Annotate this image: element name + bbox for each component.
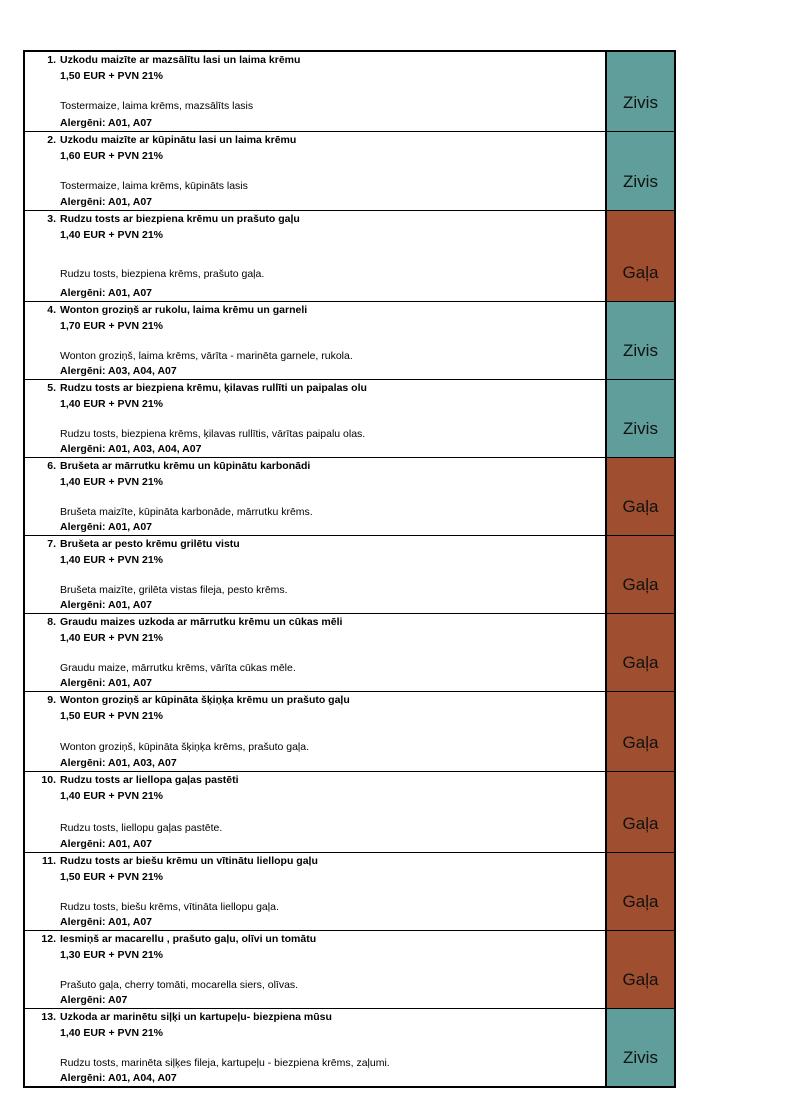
category-cell [605,52,674,131]
category-label: Gaļa [622,892,659,911]
menu-item-info [25,458,605,535]
item-description: Tostermaize, laima krēms, kūpināts lasis [60,180,248,192]
category-label: Zivis [623,419,658,438]
item-title: Brušeta ar pesto krēmu grilētu vistu [60,538,240,550]
category-cell [605,1009,674,1086]
menu-item [25,379,674,457]
menu-item-info [25,772,605,852]
menu-item-info [25,692,605,771]
item-title: Uzkoda ar marinētu siļķi un kartupeļu- biezpiena mūsu [60,1011,332,1023]
menu-item [25,457,674,535]
item-allergens: Alergēni: A01, A07 [60,117,153,129]
menu-item-info [25,132,605,210]
item-allergens: Alergēni: A03, A04, A07 [60,365,177,377]
menu-item-info [25,380,605,457]
menu-item [25,852,674,930]
item-title: Uzkodu maizīte ar mazsālītu lasi un laima krēmu [60,54,301,66]
item-title: Rudzu tosts ar biešu krēmu un vītinātu liellopu gaļu [60,855,318,867]
menu-item [25,613,674,691]
item-price: 1,50 EUR + PVN 21% [60,70,164,82]
item-allergens: Alergēni: A01, A03, A07 [60,757,177,769]
item-description: Brušeta maizīte, grilēta vistas fileja, pesto krēms. [60,584,288,596]
menu-item-info [25,614,605,691]
item-description: Prašuto gaļa, cherry tomāti, mocarella siers, olīvas. [60,979,299,991]
item-allergens: Alergēni: A01, A07 [60,521,153,533]
item-price: 1,70 EUR + PVN 21% [60,320,164,332]
item-title: Wonton groziņš ar kūpināta šķiņķa krēmu un prašuto gaļu [60,694,350,706]
item-price: 1,40 EUR + PVN 21% [60,790,164,802]
menu-item [25,771,674,852]
category-cell [605,772,674,852]
item-description: Rudzu tosts, biezpiena krēms, ķilavas rullītis, vārītas paipalu olas. [60,428,366,440]
menu-item [25,131,674,210]
menu-item-info [25,52,605,131]
category-label: Gaļa [622,263,659,282]
item-description: Rudzu tosts, liellopu gaļas pastēte. [60,822,223,834]
item-title: Iesmiņš ar macarellu , prašuto gaļu, olīvi un tomātu [60,933,317,945]
menu-item-info [25,536,605,613]
category-label: Gaļa [622,814,659,833]
item-number: 1. [47,54,56,66]
menu-item [25,52,674,131]
item-number: 3. [47,213,56,225]
item-title: Rudzu tosts ar biezpiena krēmu un prašuto gaļu [60,213,300,225]
category-label: Zivis [623,1048,658,1067]
item-number: 11. [41,855,56,867]
menu-item [25,210,674,301]
item-allergens: Alergēni: A01, A07 [60,196,153,208]
menu-item [25,535,674,613]
category-label: Gaļa [622,653,659,672]
category-cell [605,931,674,1008]
menu-item [25,301,674,379]
category-label: Gaļa [622,733,659,752]
item-title: Rudzu tosts ar biezpiena krēmu, ķilavas rullīti un paipalas olu [60,382,367,394]
item-price: 1,50 EUR + PVN 21% [60,871,164,883]
item-title: Brušeta ar mārrutku krēmu un kūpinātu karbonādi [60,460,311,472]
item-price: 1,40 EUR + PVN 21% [60,398,164,410]
item-description: Tostermaize, laima krēms, mazsālīts lasis [60,100,254,112]
category-cell [605,211,674,301]
item-description: Wonton groziņš, laima krēms, vārīta - marinēta garnele, rukola. [60,350,353,362]
item-number: 7. [47,538,56,550]
item-allergens: Alergēni: A01, A03, A04, A07 [60,443,202,455]
category-cell [605,614,674,691]
item-number: 6. [47,460,56,472]
item-description: Rudzu tosts, biešu krēms, vītināta liellopu gaļa. [60,901,279,913]
category-label: Gaļa [622,575,659,594]
category-label: Gaļa [622,497,659,516]
item-number: 10. [41,774,56,786]
menu-item-info [25,1009,605,1086]
item-number: 9. [47,694,56,706]
item-price: 1,60 EUR + PVN 21% [60,150,164,162]
item-allergens: Alergēni: A01, A04, A07 [60,1072,177,1084]
item-number: 5. [47,382,56,394]
item-allergens: Alergēni: A07 [60,994,128,1006]
item-description: Brušeta maizīte, kūpināta karbonāde, mārrutku krēms. [60,506,313,518]
item-number: 2. [47,134,56,146]
category-label: Zivis [623,172,658,191]
item-title: Graudu maizes uzkoda ar mārrutku krēmu un cūkas mēli [60,616,343,628]
item-number: 13. [41,1011,56,1023]
category-cell [605,458,674,535]
menu-item-info [25,211,605,301]
item-price: 1,40 EUR + PVN 21% [60,632,164,644]
item-price: 1,30 EUR + PVN 21% [60,949,164,961]
item-number: 12. [41,933,56,945]
item-price: 1,50 EUR + PVN 21% [60,710,164,722]
item-allergens: Alergēni: A01, A07 [60,287,153,299]
category-label: Zivis [623,341,658,360]
category-cell [605,380,674,457]
category-cell [605,853,674,930]
menu-item-info [25,931,605,1008]
item-number: 4. [47,304,56,316]
menu-item [25,691,674,771]
item-allergens: Alergēni: A01, A07 [60,599,153,611]
category-label: Zivis [623,93,658,112]
menu-item [25,930,674,1008]
item-allergens: Alergēni: A01, A07 [60,838,153,850]
item-price: 1,40 EUR + PVN 21% [60,229,164,241]
item-price: 1,40 EUR + PVN 21% [60,1027,164,1039]
item-title: Uzkodu maizīte ar kūpinātu lasi un laima krēmu [60,134,297,146]
item-description: Rudzu tosts, biezpiena krēms, prašuto gaļa. [60,268,265,280]
item-allergens: Alergēni: A01, A07 [60,916,153,928]
menu-item-info [25,853,605,930]
category-cell [605,132,674,210]
item-price: 1,40 EUR + PVN 21% [60,554,164,566]
category-cell [605,302,674,379]
category-label: Gaļa [622,970,659,989]
item-description: Rudzu tosts, marinēta siļķes fileja, kartupeļu - biezpiena krēms, zaļumi. [60,1057,390,1069]
category-cell [605,692,674,771]
item-allergens: Alergēni: A01, A07 [60,677,153,689]
item-number: 8. [47,616,56,628]
menu-table [23,50,676,1088]
item-title: Wonton groziņš ar rukolu, laima krēmu un garneli [60,304,308,316]
item-title: Rudzu tosts ar liellopa gaļas pastēti [60,774,239,786]
item-description: Graudu maize, mārrutku krēms, vārīta cūkas mēle. [60,662,296,674]
item-description: Wonton groziņš, kūpināta šķiņķa krēms, prašuto gaļa. [60,741,310,753]
menu-item-info [25,302,605,379]
menu-item [25,1008,674,1086]
item-price: 1,40 EUR + PVN 21% [60,476,164,488]
category-cell [605,536,674,613]
